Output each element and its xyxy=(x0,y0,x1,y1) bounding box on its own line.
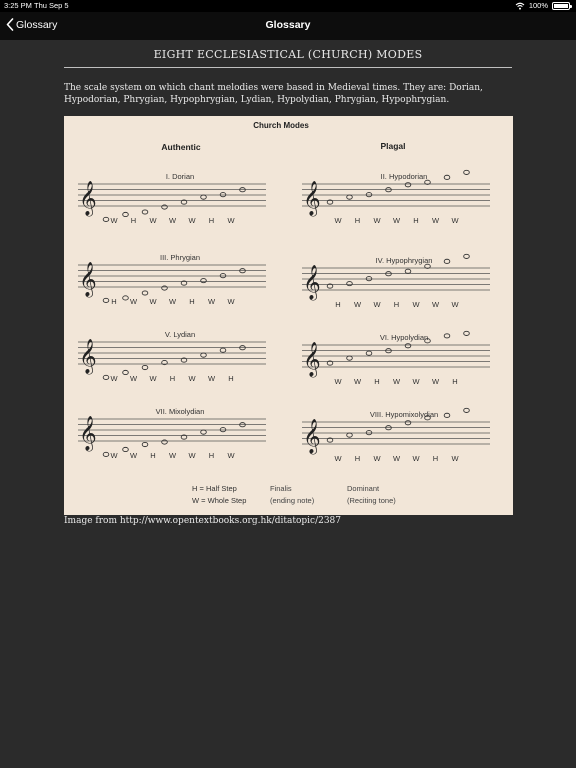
note xyxy=(464,408,470,412)
church-modes-diagram xyxy=(64,116,513,515)
note xyxy=(347,433,353,437)
note xyxy=(405,421,411,425)
step-label: H xyxy=(413,216,419,225)
note xyxy=(201,195,207,199)
mode-staff xyxy=(78,407,266,460)
mode-name: VIII. Hypomixolydian xyxy=(369,410,439,419)
note xyxy=(464,170,470,174)
step-label: W xyxy=(373,216,381,225)
note xyxy=(103,298,109,302)
nav-title: Glossary xyxy=(265,19,311,31)
note xyxy=(142,365,148,369)
note xyxy=(347,282,353,286)
step-label: H xyxy=(354,454,361,463)
step-label: H xyxy=(374,377,380,386)
wifi-icon xyxy=(515,2,525,10)
step-label: H xyxy=(189,297,195,306)
treble-clef-icon: 𝄞 xyxy=(79,182,97,215)
step-label: W xyxy=(168,297,177,306)
note xyxy=(162,440,168,444)
step-label: W xyxy=(129,451,138,460)
step-label: W xyxy=(431,216,440,225)
article-description: The scale system on which chant melodies were based in Medieval times. They are: Dorian, Hypodorian, Phrygian, Hypophrygian, Lydian, Hypolydian, Phrygian, Hypophrygian. xyxy=(64,83,483,105)
step-label: W xyxy=(431,300,440,309)
status-time: 3:25 PM xyxy=(4,1,32,10)
note xyxy=(123,447,129,451)
step-label: W xyxy=(149,297,157,306)
step-label: W xyxy=(392,454,401,463)
step-label: W xyxy=(451,454,459,463)
step-label: W xyxy=(392,377,401,386)
note xyxy=(405,344,411,348)
mode-name: I. Dorian xyxy=(165,172,195,181)
step-label: W xyxy=(168,451,177,460)
treble-clef-icon: 𝄞 xyxy=(79,263,97,296)
step-label: W xyxy=(353,377,362,386)
legend-finalis: Finalis xyxy=(270,484,292,493)
heading-divider xyxy=(64,67,512,68)
note xyxy=(201,430,207,434)
authentic-heading: Authentic xyxy=(161,142,201,152)
mode-staff xyxy=(78,253,266,306)
step-label: W xyxy=(110,451,118,460)
note xyxy=(103,452,109,456)
step-label: W xyxy=(392,216,401,225)
step-label: W xyxy=(188,374,196,383)
legend-dominant-note: (Reciting tone) xyxy=(347,496,396,505)
step-label: H xyxy=(130,216,137,225)
mode-name: III. Phrygian xyxy=(159,253,201,262)
step-label: W xyxy=(227,451,235,460)
note xyxy=(142,291,148,295)
step-label: W xyxy=(168,216,177,225)
step-label: H xyxy=(452,377,458,386)
note xyxy=(464,331,470,335)
note xyxy=(142,210,148,214)
step-label: W xyxy=(227,297,235,306)
mode-name: IV. Hypophrygian xyxy=(375,256,433,265)
treble-clef-icon: 𝄞 xyxy=(303,343,321,376)
status-date: Thu Sep 5 xyxy=(34,1,69,10)
step-label: W xyxy=(334,216,342,225)
step-label: W xyxy=(188,451,196,460)
note xyxy=(444,175,450,179)
article-heading: EIGHT ECCLESIASTICAL (CHURCH) MODES xyxy=(153,48,423,61)
step-label: W xyxy=(129,374,138,383)
step-label: H xyxy=(208,451,215,460)
mode-staff xyxy=(302,331,490,386)
step-label: W xyxy=(412,377,420,386)
step-label: W xyxy=(227,216,235,225)
article-content xyxy=(0,40,576,768)
mode-staff xyxy=(302,254,490,309)
battery-percent: 100% xyxy=(528,1,548,10)
step-label: W xyxy=(412,454,420,463)
treble-clef-icon: 𝄞 xyxy=(303,266,321,299)
note xyxy=(347,356,353,360)
step-label: W xyxy=(188,216,196,225)
note xyxy=(142,442,148,446)
step-label: H xyxy=(335,300,341,309)
note xyxy=(347,195,353,199)
note xyxy=(162,286,168,290)
mode-staff xyxy=(78,172,266,225)
step-label: H xyxy=(208,216,215,225)
note xyxy=(220,348,226,352)
step-label: W xyxy=(373,454,381,463)
step-label: H xyxy=(150,451,156,460)
note xyxy=(123,212,129,216)
note xyxy=(201,279,207,283)
status-right xyxy=(515,1,570,10)
note xyxy=(162,205,168,209)
legend-dominant: Dominant xyxy=(347,484,380,493)
note xyxy=(444,259,450,263)
mode-name: VII. Mixolydian xyxy=(155,407,205,416)
step-label: W xyxy=(149,374,157,383)
step-label: W xyxy=(373,300,381,309)
treble-clef-icon: 𝄞 xyxy=(79,417,97,450)
note xyxy=(405,183,411,187)
legend-half-step: H = Half Step xyxy=(192,484,237,493)
step-label: H xyxy=(432,454,439,463)
step-label: W xyxy=(451,300,459,309)
step-label: H xyxy=(393,300,400,309)
mode-name: VI. Hypolydian xyxy=(379,333,429,342)
treble-clef-icon: 𝄞 xyxy=(79,340,97,373)
back-button-label: Glossary xyxy=(16,18,58,31)
image-caption: Image from http://www.opentextbooks.org.hk/ditatopic/2387 xyxy=(64,516,342,526)
note xyxy=(123,296,129,300)
step-label: W xyxy=(207,374,216,383)
note xyxy=(201,353,207,357)
mode-staff xyxy=(302,170,490,225)
step-label: W xyxy=(334,377,342,386)
step-label: W xyxy=(334,454,342,463)
step-label: W xyxy=(431,377,440,386)
step-label: H xyxy=(354,216,361,225)
note xyxy=(366,351,372,355)
step-label: W xyxy=(110,374,118,383)
note xyxy=(103,217,109,221)
treble-clef-icon: 𝄞 xyxy=(303,182,321,215)
step-label: W xyxy=(353,300,362,309)
mode-staff xyxy=(78,330,266,383)
treble-clef-icon: 𝄞 xyxy=(303,420,321,453)
step-label: H xyxy=(228,374,234,383)
step-label: W xyxy=(149,216,157,225)
status-bar xyxy=(0,0,576,12)
figure-title: Church Modes xyxy=(253,121,309,130)
note xyxy=(464,254,470,258)
mode-name: II. Hypodorian xyxy=(380,172,428,181)
step-label: W xyxy=(207,297,216,306)
church-modes-figure xyxy=(64,116,513,515)
legend-whole-step: W = Whole Step xyxy=(192,496,247,505)
step-label: H xyxy=(111,297,117,306)
battery-icon xyxy=(552,2,570,10)
mode-name: V. Lydian xyxy=(164,330,196,339)
navigation-bar xyxy=(0,12,576,40)
step-label: W xyxy=(451,216,459,225)
note xyxy=(444,334,450,338)
mode-staff xyxy=(302,408,490,463)
note xyxy=(444,413,450,417)
legend-finalis-note: (ending note) xyxy=(270,496,315,505)
note xyxy=(123,370,129,374)
plagal-heading: Plagal xyxy=(380,141,406,151)
step-label: H xyxy=(169,374,176,383)
note xyxy=(405,269,411,273)
step-label: W xyxy=(412,300,420,309)
step-label: W xyxy=(129,297,138,306)
step-label: W xyxy=(110,216,118,225)
note xyxy=(103,375,109,379)
